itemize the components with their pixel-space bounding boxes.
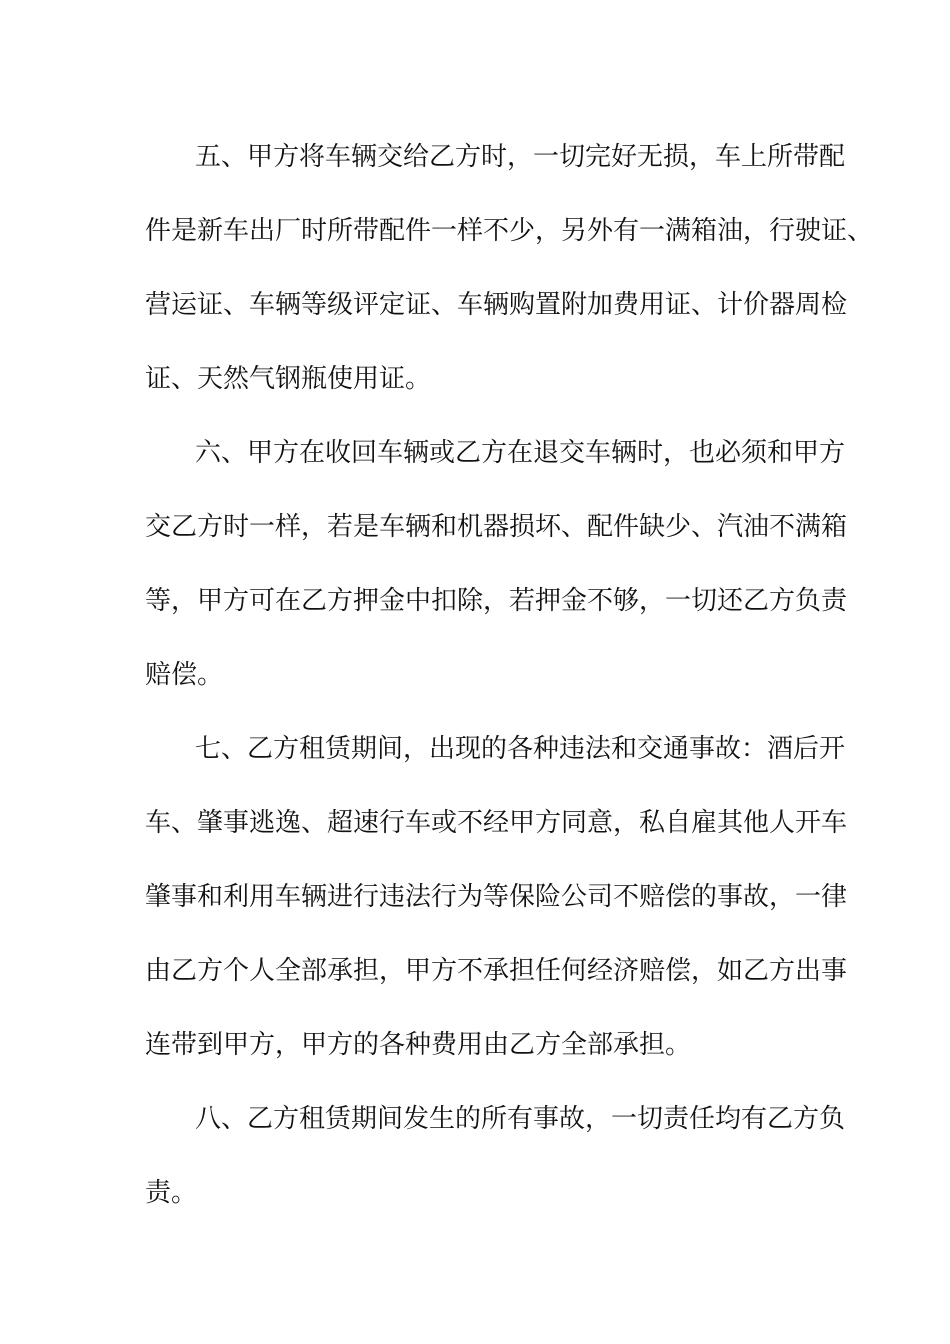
- paragraph-clause-6: [145, 416, 848, 712]
- text-line: 件是新车出厂时所带配件一样不少，另外有一满箱油，行驶证、: [145, 216, 874, 246]
- document-body: [145, 120, 874, 1230]
- text-line: 连带到甲方，甲方的各种费用由乙方全部承担。: [145, 1030, 692, 1060]
- text-line: 证、天然气钢瓶使用证。: [145, 364, 432, 394]
- text-line: 营运证、车辆等级评定证、车辆购置附加费用证、计价器周检: [145, 290, 848, 320]
- text-line: 赔偿。: [145, 660, 224, 690]
- paragraph-clause-5: [145, 120, 874, 416]
- paragraph-clause-7: [145, 712, 848, 1082]
- text-line: 七、乙方租赁期间，出现的各种违法和交通事故：酒后开: [195, 734, 846, 764]
- text-line: 由乙方个人全部承担，甲方不承担任何经济赔偿，如乙方出事: [145, 956, 848, 986]
- text-line: 车、肇事逃逸、超速行车或不经甲方同意，私自雇其他人开车: [145, 808, 848, 838]
- text-line: 六、甲方在收回车辆或乙方在退交车辆时，也必须和甲方: [195, 438, 846, 468]
- paragraph-clause-8: [145, 1082, 846, 1230]
- text-line: 交乙方时一样，若是车辆和机器损坏、配件缺少、汽油不满箱: [145, 512, 848, 542]
- text-line: 八、乙方租赁期间发生的所有事故，一切责任均有乙方负: [195, 1104, 846, 1134]
- text-line: 等，甲方可在乙方押金中扣除，若押金不够，一切还乙方负责: [145, 586, 848, 616]
- text-line: 五、甲方将车辆交给乙方时，一切完好无损，车上所带配: [195, 142, 846, 172]
- text-line: 肇事和利用车辆进行违法行为等保险公司不赔偿的事故，一律: [145, 882, 848, 912]
- text-line: 责。: [145, 1178, 198, 1208]
